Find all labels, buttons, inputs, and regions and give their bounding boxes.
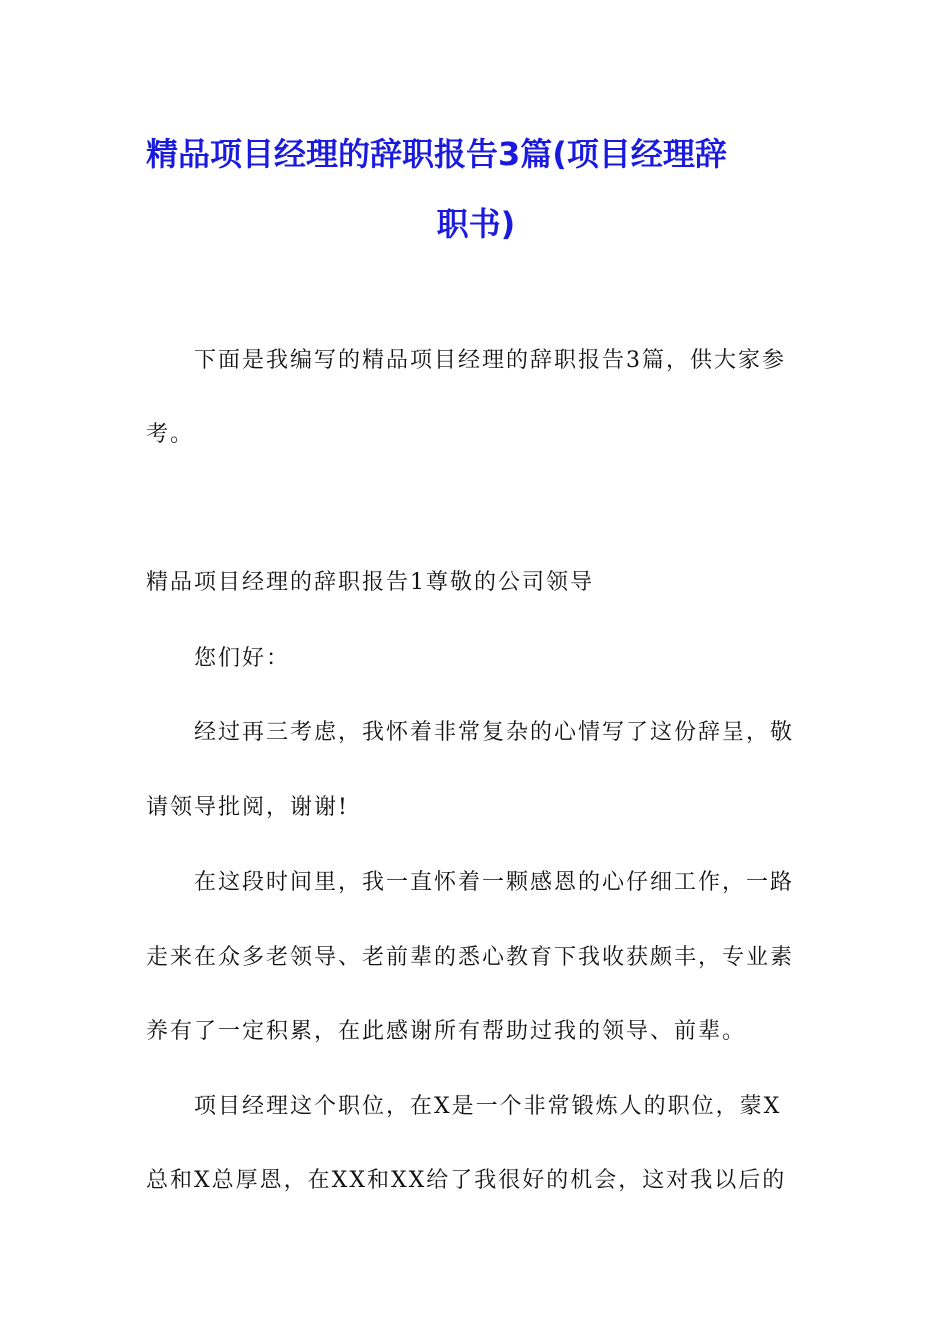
paragraph-2-line-3: 养有了一定积累，在此感谢所有帮助过我的领导、前辈。 xyxy=(146,1019,747,1044)
section-heading-1: 精品项目经理的辞职报告1尊敬的公司领导 xyxy=(146,570,594,595)
intro-line-1: 下面是我编写的精品项目经理的辞职报告3篇，供大家参 xyxy=(194,348,786,373)
paragraph-1-line-2: 请领导批阅，谢谢! xyxy=(146,795,349,820)
paragraph-3-line-1: 项目经理这个职位，在X是一个非常锻炼人的职位，蒙X xyxy=(194,1094,782,1119)
paragraph-3-line-2: 总和X总厚恩，在XX和XX给了我很好的机会，这对我以后的 xyxy=(146,1168,787,1193)
paragraph-2-line-1: 在这段时间里，我一直怀着一颗感恩的心仔细工作，一路 xyxy=(194,870,795,895)
paragraph-2-line-2: 走来在众多老领导、老前辈的悉心教育下我收获颇丰，专业素 xyxy=(146,945,795,970)
salutation-line: 您们好： xyxy=(194,646,291,671)
paragraph-1-line-1: 经过再三考虑，我怀着非常复杂的心情写了这份辞呈，敬 xyxy=(194,720,795,745)
intro-line-2: 考。 xyxy=(146,422,195,447)
document-title-line-1: 精品项目经理的辞职报告3篇(项目经理辞 xyxy=(146,135,727,173)
document-title-line-2: 职书) xyxy=(436,205,516,243)
